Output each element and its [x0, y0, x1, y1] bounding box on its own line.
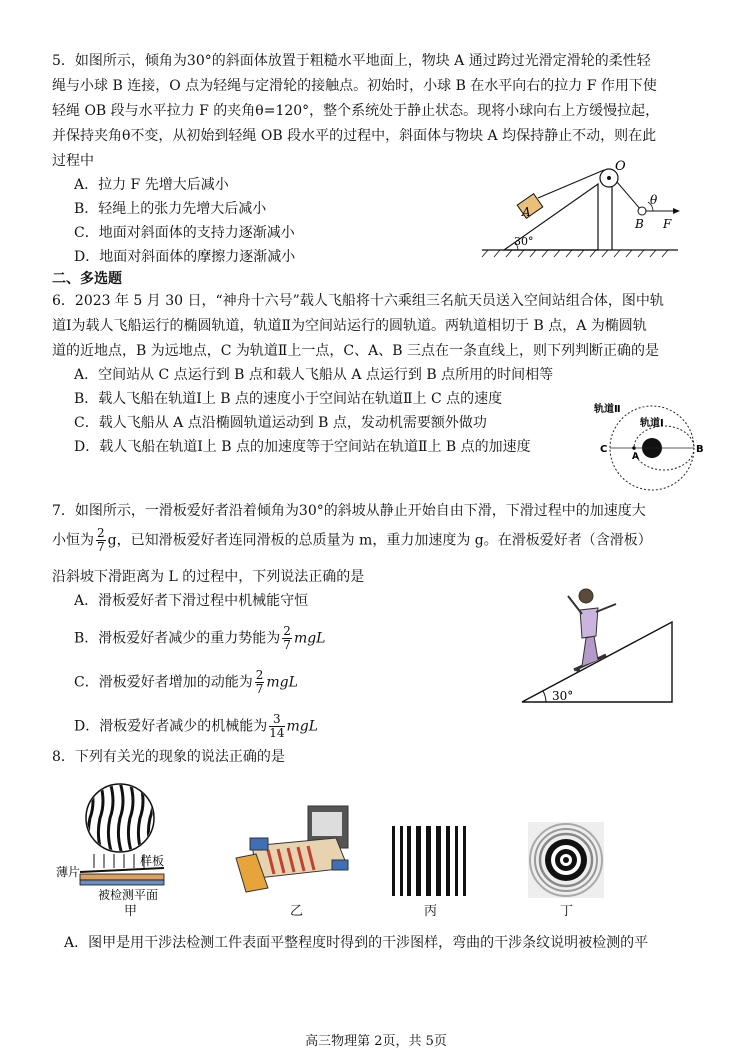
- q7-line-2: [52, 527, 652, 554]
- q7-line-2-post: g，已知滑板爱好者连同滑板的总质量为 m，重力加速度为 g。在滑板爱好者（含滑板）: [107, 532, 652, 549]
- q7-line-3: 沿斜坡下滑距离为 L 的过程中，下列说法正确的是: [52, 569, 365, 585]
- q8-figure-yi-device: [232, 794, 364, 898]
- q6-label-c: C: [600, 444, 608, 455]
- q6-orbit-figure: [592, 396, 710, 496]
- section-heading: 二、多选题: [52, 271, 122, 287]
- q6-line-3: 道的近地点，B 为远地点，C 为轨道Ⅱ上一点，C、A、B 三点在一条直线上，则下列判断正确的是: [52, 343, 659, 359]
- q7-option-c-text: C．滑板爱好者增加的动能为: [74, 674, 253, 691]
- q8-label-sample: 样板: [140, 854, 165, 868]
- q7-option-d-den: 14: [269, 726, 285, 740]
- q8-figure-bing-fringes: [392, 826, 468, 896]
- q7-skateboard-slope-figure: [516, 574, 678, 708]
- q7-option-c-num: 2: [255, 668, 264, 682]
- q5-label-a: A: [522, 205, 531, 219]
- q8-option-a: A．图甲是用干涉法检测工件表面平整程度时得到的干涉图样，弯曲的干涉条纹说明被检测的平: [64, 935, 649, 951]
- q8-caption-ding: 丁: [560, 904, 574, 919]
- q7-option-b-den: 7: [283, 638, 291, 652]
- q6-label-orbit1: 轨道Ⅰ: [640, 418, 664, 429]
- q8-caption-yi: 乙: [290, 904, 304, 919]
- q6-label-orbit2: 轨道Ⅱ: [594, 404, 621, 415]
- q5-label-angle: 30°: [514, 235, 534, 248]
- q7-label-angle: 30°: [552, 689, 574, 703]
- q7-option-b: [74, 625, 325, 652]
- q7-option-c: [74, 669, 298, 696]
- q7-line-2-pre: 小恒为: [52, 532, 94, 549]
- q7-frac-num: 2: [97, 526, 105, 540]
- q7-option-d-text: D．滑板爱好者减少的机械能为: [74, 718, 268, 735]
- q7-acceleration-fraction: [96, 527, 106, 554]
- q7-option-a: A．滑板爱好者下滑过程中机械能守恒: [74, 593, 309, 609]
- q5-incline-pulley-figure: [478, 158, 688, 258]
- q5-option-a: A．拉力 F 先增大后减小: [74, 177, 229, 193]
- q6-option-c: C．载人飞船从 A 点沿椭圆轨道运动到 B 点，发动机需要额外做功: [74, 415, 487, 431]
- q5-label-o: O: [615, 159, 626, 174]
- q5-line-1: 5．如图所示，倾角为30°的斜面体放置于粗糙水平地面上，物块 A 通过跨过光滑定滑轮的柔性轻: [52, 53, 651, 69]
- skateboarder-figure: [568, 589, 616, 672]
- q6-option-b: B．载人飞船在轨道Ⅰ上 B 点的速度小于空间站在轨道Ⅱ上 C 点的速度: [74, 391, 503, 407]
- q7-option-d-unit: mgL: [286, 718, 319, 735]
- q8-figure-ding-rings: [528, 822, 604, 898]
- q6-label-a: A: [632, 452, 639, 462]
- q8-label-plane: 被检测平面: [98, 888, 159, 902]
- q7-option-c-fraction: [255, 669, 265, 696]
- q7-frac-den: 7: [97, 540, 105, 554]
- q5-label-theta: θ: [650, 193, 658, 207]
- q5-option-d: D．地面对斜面体的摩擦力逐渐减小: [74, 249, 296, 265]
- q5-option-c: C．地面对斜面体的支持力逐渐减小: [74, 225, 295, 241]
- q5-label-f: F: [663, 217, 672, 231]
- q8-caption-jia: 甲: [124, 904, 138, 919]
- q5-label-b: B: [635, 217, 644, 231]
- q7-option-b-unit: mgL: [293, 630, 326, 647]
- q5-line-3: 轻绳 OB 段与水平拉力 F 的夹角θ=120°，整个系统处于静止状态。现将小球向右上方缓慢拉起，: [52, 103, 660, 119]
- q7-option-b-text: B．滑板爱好者减少的重力势能为: [74, 630, 281, 647]
- q7-option-d: [74, 713, 318, 740]
- q7-option-b-num: 2: [283, 624, 291, 638]
- q7-line-1: 7．如图所示，一滑板爱好者沿着倾角为30°的斜坡从静止开始自由下滑，下滑过程中的加速度大: [52, 503, 646, 519]
- q6-option-a: A．空间站从 C 点运行到 B 点和载人飞船从 A 点运行到 B 点所用的时间相等: [74, 367, 554, 383]
- q5-line-2: 绳与小球 B 连接，O 点为轻绳与定滑轮的接触点。初始时，小球 B 在水平向右的拉力 F 作用下使: [52, 78, 657, 94]
- q6-option-d: D．载人飞船在轨道Ⅰ上 B 点的加速度等于空间站在轨道Ⅱ上 B 点的加速度: [74, 439, 531, 455]
- q7-option-d-num: 3: [269, 713, 284, 727]
- q6-line-2: 道Ⅰ为载人飞船运行的椭圆轨道，轨道Ⅱ为空间站运行的圆轨道。两轨道相切于 B 点，A 为椭圆轨: [52, 318, 647, 334]
- q8-stem: 8．下列有关光的现象的说法正确的是: [52, 749, 285, 765]
- q5-option-b: B．轻绳上的张力先增大后减小: [74, 201, 267, 217]
- q6-label-b: B: [696, 444, 704, 455]
- q7-option-b-fraction: [282, 625, 292, 652]
- q7-option-c-unit: mgL: [266, 674, 298, 691]
- page-footer: 高三物理第 2页，共 5页: [305, 1034, 447, 1049]
- q6-line-1: 6．2023 年 5 月 30 日，“神舟十六号”载人飞船将十六乘组三名航天员送入空间站组合体，图中轨: [52, 293, 664, 309]
- q5-line-4: 并保持夹角θ不变，从初始到轻绳 OB 段水平的过程中，斜面体与物块 A 均保持静止不动，则在此: [52, 128, 657, 144]
- q7-option-d-fraction: [269, 713, 284, 740]
- q8-label-thin: 薄片: [56, 865, 81, 879]
- q8-figure-jia-interference: [56, 778, 176, 910]
- q5-line-5: 过程中: [52, 153, 94, 169]
- q8-caption-bing: 丙: [424, 904, 438, 919]
- q7-option-c-den: 7: [255, 682, 264, 696]
